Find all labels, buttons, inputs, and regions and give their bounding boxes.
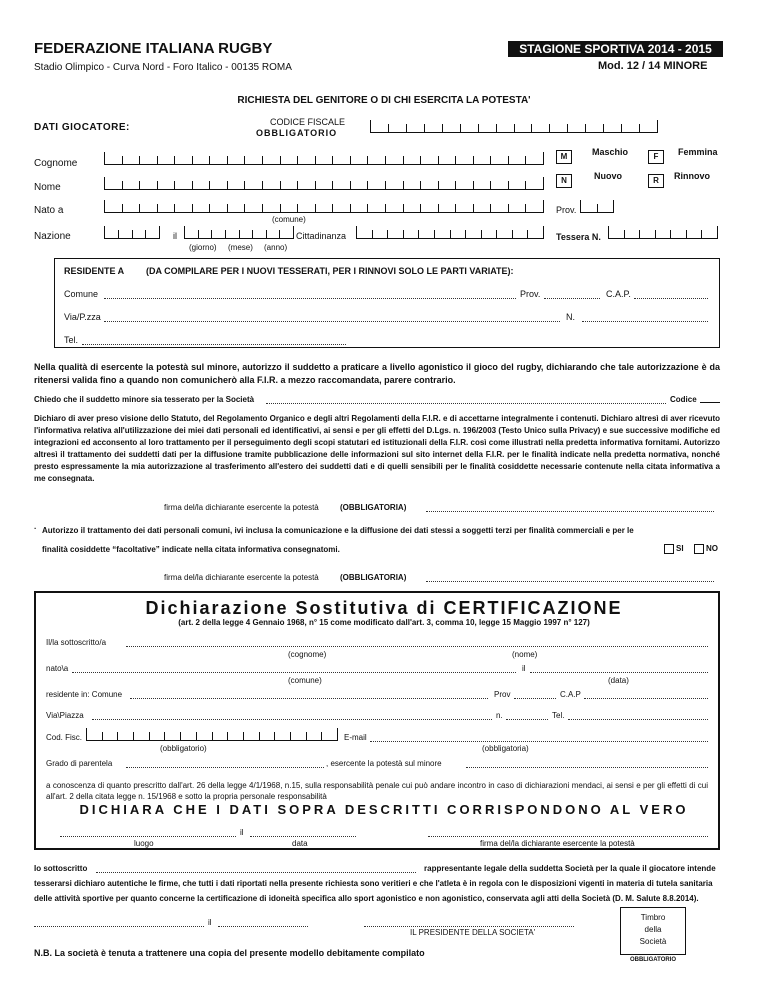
- tessera-field[interactable]: [608, 238, 718, 239]
- dsc-residente-label: residente in: Comune: [46, 690, 123, 699]
- dsc-birthdate-field[interactable]: [530, 672, 708, 673]
- dsc-email-label: E-mail: [344, 733, 367, 742]
- res-prov-label: Prov.: [520, 289, 541, 299]
- no-checkbox[interactable]: [694, 544, 704, 554]
- new-label: Nuovo: [594, 171, 622, 181]
- dsc-n-label: n.: [496, 711, 503, 720]
- dsc-luogo-hint: luogo: [134, 839, 154, 848]
- res-via-label: Via/P.zza: [64, 312, 101, 322]
- dsc-cognome-hint: (cognome): [288, 650, 327, 659]
- consent-line-2: finalità cosiddette “facoltative” indicate nella citata informativa consegnatomi.: [42, 545, 340, 554]
- dsc-dichiara: DICHIARA CHE I DATI SOPRA DESCRITTI CORRISPONDONO AL VERO: [79, 802, 689, 817]
- res-cap-field[interactable]: [634, 298, 708, 299]
- dsc-nato-label: nato\a: [46, 664, 69, 673]
- dsc-comune-hint: (comune): [288, 676, 322, 685]
- gender-female[interactable]: [648, 146, 664, 164]
- cf-field[interactable]: [370, 132, 658, 133]
- res-n-field[interactable]: [582, 321, 708, 322]
- dsc-via-label: Via\Piazza: [46, 711, 84, 720]
- dsc-codfisc-label: Cod. Fisc.: [46, 733, 83, 742]
- society-code-field-end: [700, 402, 720, 403]
- residence-note: (DA COMPILARE PER I NUOVI TESSERATI, PER I RINNOVI SOLO LE PARTI VARIATE):: [146, 266, 514, 276]
- signature-label-2: firma del/la dichiarante esercente la potestà: [164, 573, 319, 582]
- federation-name: FEDERAZIONE ITALIANA RUGBY: [34, 40, 273, 57]
- dsc-luogo-field[interactable]: [60, 836, 236, 837]
- dsc-prov-field[interactable]: [514, 698, 556, 699]
- footer-nb: N.B. La società è tenuta a trattenere una copia del presente modello debitamente compilato: [34, 948, 425, 958]
- res-comune-label: Comune: [64, 289, 99, 299]
- si-label: SI: [676, 544, 684, 554]
- renew-code: R: [648, 174, 664, 188]
- dsc-minore-field[interactable]: [466, 767, 708, 768]
- dsc-n-field[interactable]: [506, 719, 548, 720]
- dsc-cap-label: C.A.P: [560, 690, 581, 699]
- signature-field-1[interactable]: [426, 511, 714, 512]
- nazione-label: Nazione: [34, 231, 71, 242]
- codice-label: Codice: [670, 395, 697, 404]
- obbligatoria-1: (OBBLIGATORIA): [340, 503, 407, 512]
- si-checkbox[interactable]: [664, 544, 674, 554]
- status-new[interactable]: [556, 170, 572, 188]
- footer-sottoscritto: Io sottoscritto: [34, 864, 88, 873]
- dsc-via-field[interactable]: [92, 719, 492, 720]
- dsc-cap-field[interactable]: [584, 698, 708, 699]
- dsc-conoscenza-text: a conoscenza di quanto prescritto dall'art. 26 della legge 4/1/1968, n.15, sulla responsabilità penale cui può andare incontro in caso di dichiarazioni mendaci, ai sensi e per gli effetti di cui all'art. 2 della citata legge n. 15/1968 e sotto la propria personale responsabilità: [46, 781, 708, 801]
- anno-hint: (anno): [264, 243, 288, 252]
- dsc-data-hint: (data): [608, 676, 629, 685]
- timbro-line-2: della: [644, 925, 662, 934]
- res-tel-field[interactable]: [82, 344, 346, 345]
- cittadinanza-label: Cittadinanza: [296, 231, 347, 241]
- dsc-grado-field[interactable]: [126, 767, 324, 768]
- nato-a-label: Nato a: [34, 205, 64, 216]
- player-section-label: DATI GIOCATORE:: [34, 122, 130, 133]
- cognome-label: Cognome: [34, 158, 78, 169]
- dsc-sottoscritto-label: Il/la sottoscritto/a: [46, 638, 107, 647]
- birthdate-field[interactable]: [184, 238, 294, 239]
- dsc-name-field[interactable]: [126, 646, 708, 647]
- giorno-hint: (giorno): [189, 243, 217, 252]
- footer-president-signature[interactable]: [364, 926, 574, 927]
- dsc-prov-label: Prov: [494, 690, 511, 699]
- nazione-field[interactable]: [104, 238, 160, 239]
- season-badge: STAGIONE SPORTIVA 2014 - 2015: [508, 41, 723, 57]
- dsc-codfisc-field[interactable]: [86, 740, 338, 741]
- dsc-data-field[interactable]: [250, 836, 356, 837]
- new-code: N: [556, 174, 572, 188]
- footer-presidente-label: IL PRESIDENTE DELLA SOCIETA': [410, 928, 536, 937]
- prov-label: Prov.: [556, 205, 577, 215]
- female-label: Femmina: [678, 147, 718, 157]
- comune-hint: (comune): [272, 215, 306, 224]
- signature-label-1: firma del/la dichiarante esercente la potestà: [164, 503, 319, 512]
- residence-label: RESIDENTE A: [64, 266, 125, 276]
- footer-il-label: il: [208, 918, 212, 927]
- cittadinanza-field[interactable]: [356, 238, 544, 239]
- form-title: RICHIESTA DEL GENITORE O DI CHI ESERCITA LA POTESTA': [237, 95, 531, 106]
- dsc-subtitle: (art. 2 della legge 4 Gennaio 1968, n° 15 come modificato dall'art. 3, comma 10, legge 15 Maggio 1997 n° 127): [178, 618, 590, 627]
- footer-rappresentante: rappresentante legale della suddetta Società per la quale il giocatore intende: [424, 864, 716, 873]
- dsc-obbligatoria-hint: (obbligatoria): [482, 744, 529, 753]
- bullet-dot: ·: [34, 524, 37, 533]
- prov-field[interactable]: [580, 212, 614, 213]
- cf-required-label: OBBLIGATORIO: [256, 128, 338, 138]
- dsc-birthplace-field[interactable]: [72, 672, 516, 673]
- obbligatoria-2: (OBBLIGATORIA): [340, 573, 407, 582]
- dsc-firma-hint: firma del/la dichiarante esercente la potestà: [480, 839, 635, 848]
- declaration-text: Dichiaro di aver preso visione dello Statuto, del Regolamento Organico e degli altri Regolamenti della F.I.R. e di accettarne integralmente i contenuti. Dichiaro altresì di aver ricevuto l'informativa relativa all'utilizzazione dei miei dati personali ed identificativi, ai sensi e per gli effetti del D.Lgs. n. 196/2003 (Testo Unico sulla Privacy) e sue successive modifiche ed integrazioni ed acconsento al loro trattamento per il perseguimento degli scopi statutari ed istituzionali della F.I.R. così come illustrati nella predetta informativa fornitami. Autorizzo altresì il trattamento dei suddetti dati per la diffusione tramite pubblicazione delle informazioni sul sito internet della F.I.R. per le finalità indicate nella predetta normativa, nonché presto espressamente la mia autorizzazione al trasferimento all'estero dei suddetti dati e di quelli sensibili per le finalità cosiddette necessarie contenute nella citata informativa a me consegnata.: [34, 414, 720, 483]
- res-via-field[interactable]: [104, 321, 560, 322]
- dsc-email-field[interactable]: [370, 741, 708, 742]
- model-code: Mod. 12 / 14 MINORE: [598, 60, 708, 72]
- footer-line-2: tesserarsi dichiaro autentiche le firme, che tutti i dati riportati nella presente richiesta sono veritieri e che l'atleta è in regola con le disposizioni vigenti in materia di tutela sanitaria: [34, 879, 713, 888]
- timbro-obbligatorio: OBBLIGATORIO: [629, 957, 677, 963]
- federation-address: Stadio Olimpico - Curva Nord - Foro Italico - 00135 ROMA: [34, 62, 292, 73]
- nome-label: Nome: [34, 182, 61, 193]
- dsc-firma-field[interactable]: [428, 836, 708, 837]
- dsc-title: Dichiarazione Sostitutiva di CERTIFICAZIONE: [145, 598, 623, 618]
- footer-line-3: delle attività sportive per quanto concerne la certificazione di idoneità specifica allo sport agonistico e non agonistico, conservata agli atti della Società (D. M. Salute 8.8.2014).: [34, 894, 699, 903]
- society-field[interactable]: [266, 403, 666, 404]
- dsc-res-comune-field[interactable]: [130, 698, 488, 699]
- dsc-esercente-label: , esercente la potestà sul minore: [326, 759, 442, 768]
- cf-label: CODICE FISCALE: [270, 117, 346, 127]
- male-code: M: [556, 150, 572, 164]
- nome-field[interactable]: [104, 189, 544, 190]
- no-label: NO: [706, 544, 718, 554]
- res-n-label: N.: [566, 312, 575, 322]
- timbro-line-3: Società: [639, 937, 667, 946]
- gender-male[interactable]: [556, 146, 572, 164]
- dsc-il-label: il: [522, 664, 526, 673]
- il-label: il: [173, 231, 177, 241]
- res-comune-field[interactable]: [104, 298, 516, 299]
- birthplace-field[interactable]: [104, 212, 544, 213]
- society-request-label: Chiedo che il suddetto minore sia tesserato per la Società: [34, 395, 255, 404]
- dsc-nome-hint: (nome): [512, 650, 538, 659]
- footer-date-field[interactable]: [218, 926, 308, 927]
- footer-place-field[interactable]: [34, 926, 204, 927]
- timbro-line-1: Timbro: [640, 913, 666, 922]
- status-renew[interactable]: [648, 170, 664, 188]
- renew-label: Rinnovo: [674, 171, 710, 181]
- female-code: F: [648, 150, 664, 164]
- mese-hint: (mese): [228, 243, 253, 252]
- male-label: Maschio: [592, 147, 629, 157]
- dsc-il-2-label: il: [240, 828, 244, 837]
- consent-si[interactable]: [664, 544, 684, 554]
- res-tel-label: Tel.: [64, 335, 79, 345]
- res-prov-field[interactable]: [544, 298, 600, 299]
- res-cap-label: C.A.P.: [606, 289, 631, 299]
- dsc-data-label-hint: data: [292, 839, 308, 848]
- authorization-text: Nella qualità di esercente la potestà sul minore, autorizzo il suddetto a praticare a livello agonistico il gioco del rugby, dichiarando che tale autorizzazione è da ritenersi valida fino a quando non comunicherò alla F.I.R. a mezzo raccomandata, parere contrario.: [34, 362, 720, 385]
- cognome-field[interactable]: [104, 164, 544, 165]
- dsc-tel-label: Tel.: [552, 711, 565, 720]
- consent-no[interactable]: [694, 544, 718, 554]
- dsc-tel-field[interactable]: [568, 719, 708, 720]
- dsc-grado-label: Grado di parentela: [46, 759, 113, 768]
- timbro-text: [620, 912, 686, 948]
- tessera-label: Tessera N.: [556, 232, 601, 242]
- signature-field-2[interactable]: [426, 581, 714, 582]
- footer-name-field[interactable]: [96, 872, 416, 873]
- consent-line-1: Autorizzo il trattamento dei dati personali comuni, ivi inclusa la comunicazione e la diffusione dei dati stessi a soggetti terzi per finalità commerciali e per le: [42, 526, 634, 535]
- dsc-obbligatorio-hint: (obbligatorio): [160, 744, 207, 753]
